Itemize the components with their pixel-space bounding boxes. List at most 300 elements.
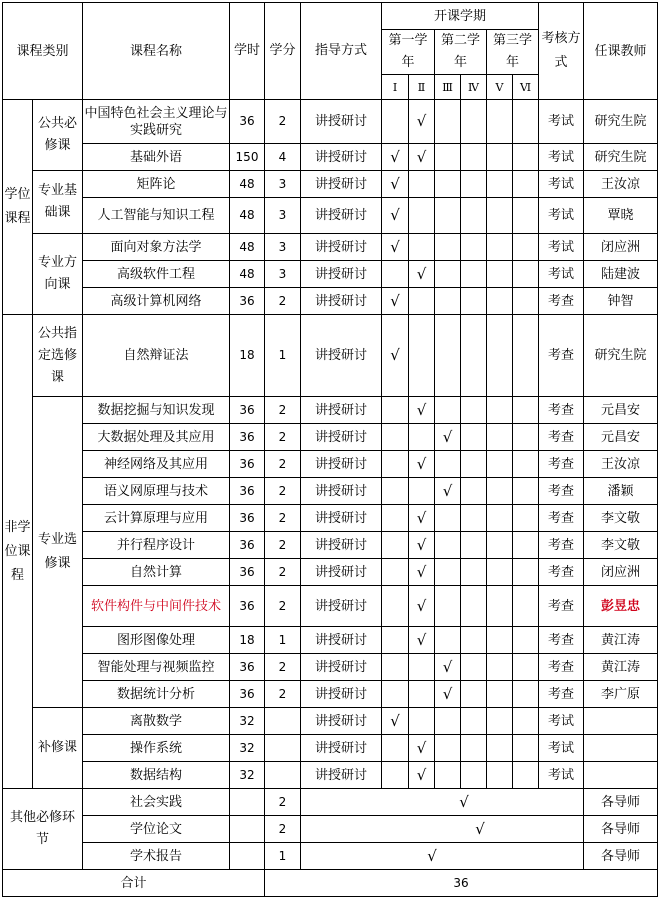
table-row [3,234,658,261]
term-3-cell [435,198,461,234]
course-teacher: 元昌安 [584,424,658,451]
course-name: 神经网络及其应用 [83,451,230,478]
term-2-cell [409,100,435,144]
term-4-cell [461,735,487,762]
table-row [3,451,658,478]
term-2-cell [409,478,435,505]
term-6-cell [513,627,539,654]
course-teacher: 王汝凉 [584,171,658,198]
check-mark-icon: √ [442,481,453,500]
course-hours: 32 [230,735,265,762]
course-exam: 考试 [539,100,584,144]
term-4-cell [461,532,487,559]
course-method: 讲授研讨 [301,100,382,144]
header-term-3: Ⅲ [435,75,461,100]
term-4-cell [461,288,487,315]
term-2-cell [409,586,435,627]
table-row [3,762,658,789]
course-method: 讲授研讨 [301,397,382,424]
term-3-cell [435,478,461,505]
course-name: 语义网原理与技术 [83,478,230,505]
course-teacher: 闭应洲 [584,559,658,586]
term-6-cell [513,451,539,478]
course-name: 基础外语 [83,144,230,171]
term-1-cell [382,144,409,171]
term-1-cell [382,762,409,789]
term-4-cell [461,397,487,424]
course-method: 讲授研讨 [301,288,382,315]
course-teacher: 彭昱忠 [584,586,658,627]
subgroup-major-basic: 专业基础课 [33,171,83,234]
course-teacher [584,762,658,789]
term-5-cell [487,171,513,198]
header-category: 课程类别 [3,3,83,100]
table-row [3,424,658,451]
table-row [3,654,658,681]
item-teacher: 各导师 [584,789,658,816]
term-2-cell [409,505,435,532]
term-1-cell [382,478,409,505]
group-other-required: 其他必修环节 [3,789,83,870]
term-3-cell [435,261,461,288]
course-teacher: 李广原 [584,681,658,708]
term-5-cell [487,234,513,261]
term-3-cell [435,627,461,654]
term-2-cell [409,171,435,198]
course-teacher: 闭应洲 [584,234,658,261]
term-2-cell [409,532,435,559]
header-hours: 学时 [230,3,265,100]
term-1-cell [382,261,409,288]
course-teacher: 潘颖 [584,478,658,505]
course-exam: 考试 [539,198,584,234]
term-5-cell [487,627,513,654]
course-hours: 150 [230,144,265,171]
item-name: 社会实践 [83,789,230,816]
item-credits: 2 [265,816,301,843]
term-3-cell [435,654,461,681]
term-3-cell [435,144,461,171]
course-exam: 考查 [539,505,584,532]
course-method: 讲授研讨 [301,424,382,451]
term-4-cell [461,261,487,288]
term-2-cell [409,451,435,478]
course-credits: 2 [265,478,301,505]
course-name: 操作系统 [83,735,230,762]
course-hours: 36 [230,586,265,627]
course-teacher [584,708,658,735]
table-row [3,171,658,198]
course-credits: 4 [265,144,301,171]
term-5-cell [487,144,513,171]
course-method: 讲授研讨 [301,451,382,478]
term-6-cell [513,654,539,681]
term-6-cell [513,144,539,171]
course-exam: 考试 [539,762,584,789]
course-exam: 考查 [539,478,584,505]
term-2-cell [409,708,435,735]
course-teacher: 陆建波 [584,261,658,288]
course-hours: 36 [230,654,265,681]
term-4-cell [461,559,487,586]
header-year-2: 第二学年 [435,30,487,75]
course-teacher: 覃晓 [584,198,658,234]
term-2-cell [409,424,435,451]
course-exam: 考试 [539,171,584,198]
subgroup-remedial: 补修课 [33,708,83,789]
term-2-cell [409,288,435,315]
course-name: 数据统计分析 [83,681,230,708]
term-6-cell [513,261,539,288]
header-open-term: 开课学期 [382,3,539,30]
term-3-cell [435,681,461,708]
term-2-cell [409,315,435,397]
table-row [3,198,658,234]
course-teacher: 钟智 [584,288,658,315]
check-mark-icon: √ [416,738,427,757]
header-credits: 学分 [265,3,301,100]
term-6-cell [513,586,539,627]
course-teacher: 黄江涛 [584,654,658,681]
course-credits: 2 [265,532,301,559]
course-credits: 1 [265,627,301,654]
check-mark-icon: √ [416,562,427,581]
course-hours: 36 [230,288,265,315]
course-credits: 2 [265,681,301,708]
term-5-cell [487,559,513,586]
check-mark-icon: √ [416,112,427,130]
term-4-cell [461,505,487,532]
table-row [3,559,658,586]
group-nondegree-courses: 非学位课程 [3,315,33,789]
course-hours: 36 [230,681,265,708]
course-credits: 3 [265,234,301,261]
table-row [3,505,658,532]
table-row [3,315,658,397]
term-5-cell [487,261,513,288]
course-method: 讲授研讨 [301,144,382,171]
term-2-cell [409,234,435,261]
course-hours: 36 [230,424,265,451]
course-name: 中国特色社会主义理论与实践研究 [83,100,230,144]
term-4-cell [461,627,487,654]
term-1-cell [382,315,409,397]
course-teacher: 元昌安 [584,397,658,424]
course-method: 讲授研讨 [301,171,382,198]
header-teacher: 任课教师 [584,3,658,100]
term-2-cell [409,397,435,424]
check-mark-icon: √ [416,596,427,615]
course-method: 讲授研讨 [301,681,382,708]
term-4-cell [461,681,487,708]
term-5-cell [487,681,513,708]
course-hours: 18 [230,627,265,654]
term-5-cell [487,451,513,478]
term-5-cell [487,532,513,559]
course-exam: 考查 [539,681,584,708]
term-3-cell [435,315,461,397]
total-value: 36 [265,870,658,897]
term-6-cell [513,234,539,261]
course-name: 自然计算 [83,559,230,586]
check-mark-icon: √ [442,684,453,703]
header-year-3: 第三学年 [487,30,539,75]
term-6-cell [513,397,539,424]
term-3-cell [435,505,461,532]
course-hours: 36 [230,559,265,586]
course-method: 讲授研讨 [301,532,382,559]
subgroup-public-required: 公共必修课 [33,100,83,171]
check-mark-icon: √ [390,711,400,730]
item-hours [230,843,265,870]
term-1-cell [382,424,409,451]
course-name: 面向对象方法学 [83,234,230,261]
course-method: 讲授研讨 [301,627,382,654]
check-mark-icon: √ [416,147,427,166]
item-teacher: 各导师 [584,843,658,870]
term-5-cell [487,478,513,505]
term-3-cell [435,586,461,627]
term-6-cell [513,288,539,315]
item-hours [230,816,265,843]
header-term-4: Ⅳ [461,75,487,100]
term-5-cell [487,505,513,532]
term-6-cell [513,171,539,198]
term-6-cell [513,478,539,505]
term-2-cell [409,681,435,708]
course-method: 讲授研讨 [301,478,382,505]
item-hours [230,789,265,816]
term-3-cell [435,451,461,478]
course-teacher: 研究生院 [584,100,658,144]
course-credits: 2 [265,288,301,315]
term-3-cell [435,171,461,198]
course-method: 讲授研讨 [301,735,382,762]
table-row [3,261,658,288]
term-1-cell [382,735,409,762]
term-6-cell [513,681,539,708]
term-5-cell [487,288,513,315]
table-row [3,627,658,654]
course-teacher: 研究生院 [584,315,658,397]
course-method: 讲授研讨 [301,586,382,627]
course-name: 数据挖掘与知识发现 [83,397,230,424]
check-mark-icon: √ [416,630,427,649]
course-name: 并行程序设计 [83,532,230,559]
course-hours: 48 [230,171,265,198]
course-exam: 考查 [539,397,584,424]
table-row [3,789,658,816]
term-5-cell [487,654,513,681]
table-row [3,586,658,627]
item-credits: 1 [265,843,301,870]
course-credits: 2 [265,100,301,144]
term-6-cell [513,735,539,762]
term-4-cell [461,654,487,681]
check-mark-icon: √ [416,400,427,419]
term-5-cell [487,708,513,735]
total-label: 合计 [3,870,265,897]
table-row [3,288,658,315]
course-exam: 考查 [539,654,584,681]
course-method: 讲授研讨 [301,708,382,735]
term-4-cell [461,315,487,397]
term-3-cell [435,708,461,735]
term-3-cell [435,234,461,261]
course-method: 讲授研讨 [301,261,382,288]
course-exam: 考查 [539,627,584,654]
course-method: 讲授研讨 [301,315,382,397]
term-5-cell [487,100,513,144]
term-2-cell [409,627,435,654]
header-term-6: Ⅵ [513,75,539,100]
term-1-cell [382,198,409,234]
course-name: 矩阵论 [83,171,230,198]
course-hours: 32 [230,708,265,735]
term-6-cell [513,532,539,559]
course-credits: 2 [265,424,301,451]
check-mark-icon: √ [442,657,453,676]
term-1-cell [382,397,409,424]
check-mark-icon: √ [390,237,400,256]
term-1-cell [382,654,409,681]
course-method: 讲授研讨 [301,234,382,261]
course-credits [265,762,301,789]
check-mark-icon: √ [390,291,400,310]
header-method: 指导方式 [301,3,382,100]
course-teacher: 黄江涛 [584,627,658,654]
check-mark-icon: √ [390,147,400,166]
course-name: 软件构件与中间件技术 [83,586,230,627]
term-5-cell [487,424,513,451]
course-hours: 48 [230,198,265,234]
term-1-cell [382,451,409,478]
course-exam: 考查 [539,532,584,559]
term-5-cell [487,397,513,424]
curriculum-table [2,2,658,897]
item-term-span [301,816,584,843]
term-4-cell [461,198,487,234]
term-2-cell [409,261,435,288]
term-3-cell [435,288,461,315]
course-exam: 考试 [539,234,584,261]
course-exam: 考查 [539,315,584,397]
course-hours: 36 [230,451,265,478]
course-name: 智能处理与视频监控 [83,654,230,681]
check-mark-icon: √ [416,264,427,283]
course-credits: 3 [265,261,301,288]
course-credits: 3 [265,198,301,234]
term-1-cell [382,559,409,586]
total-row [3,870,658,897]
term-3-cell [435,100,461,144]
course-hours: 36 [230,532,265,559]
term-1-cell [382,681,409,708]
course-exam: 考查 [539,451,584,478]
course-credits [265,735,301,762]
term-6-cell [513,198,539,234]
term-2-cell [409,144,435,171]
table-row [3,708,658,735]
course-name: 大数据处理及其应用 [83,424,230,451]
table-row [3,816,658,843]
course-hours: 36 [230,478,265,505]
item-teacher: 各导师 [584,816,658,843]
course-exam: 考查 [539,424,584,451]
course-teacher: 研究生院 [584,144,658,171]
header-term-5: Ⅴ [487,75,513,100]
term-6-cell [513,100,539,144]
course-method: 讲授研讨 [301,762,382,789]
group-degree-courses: 学位课程 [3,100,33,315]
term-2-cell [409,654,435,681]
table-row [3,478,658,505]
term-2-cell [409,735,435,762]
check-mark-icon: √ [475,819,485,838]
term-4-cell [461,586,487,627]
table-row [3,735,658,762]
subgroup-major-elective: 专业选修课 [33,397,83,708]
course-name: 离散数学 [83,708,230,735]
course-exam: 考查 [539,559,584,586]
course-name: 云计算原理与应用 [83,505,230,532]
term-1-cell [382,171,409,198]
item-name: 学术报告 [83,843,230,870]
header-exam: 考核方式 [539,3,584,100]
term-4-cell [461,708,487,735]
check-mark-icon: √ [459,792,469,811]
term-1-cell [382,708,409,735]
term-1-cell [382,505,409,532]
term-4-cell [461,424,487,451]
check-mark-icon: √ [427,846,437,865]
header-term-1: Ⅰ [382,75,409,100]
course-hours: 36 [230,505,265,532]
course-hours: 36 [230,397,265,424]
course-name: 图形图像处理 [83,627,230,654]
subgroup-major-direction: 专业方向课 [33,234,83,315]
term-5-cell [487,586,513,627]
term-6-cell [513,762,539,789]
term-6-cell [513,708,539,735]
term-3-cell [435,397,461,424]
term-4-cell [461,171,487,198]
term-3-cell [435,532,461,559]
term-4-cell [461,100,487,144]
course-credits: 2 [265,559,301,586]
course-teacher: 李文敬 [584,532,658,559]
check-mark-icon: √ [390,206,400,224]
table-row [3,843,658,870]
term-1-cell [382,586,409,627]
course-exam: 考试 [539,144,584,171]
course-credits: 2 [265,654,301,681]
course-method: 讲授研讨 [301,559,382,586]
course-teacher: 王汝凉 [584,451,658,478]
course-exam: 考查 [539,288,584,315]
course-credits: 2 [265,505,301,532]
table-row [3,532,658,559]
check-mark-icon: √ [416,765,427,784]
table-row [3,397,658,424]
course-hours: 48 [230,261,265,288]
check-mark-icon: √ [416,508,427,527]
course-credits: 2 [265,451,301,478]
course-exam: 考试 [539,708,584,735]
check-mark-icon: √ [416,454,427,473]
course-teacher [584,735,658,762]
table-row [3,144,658,171]
